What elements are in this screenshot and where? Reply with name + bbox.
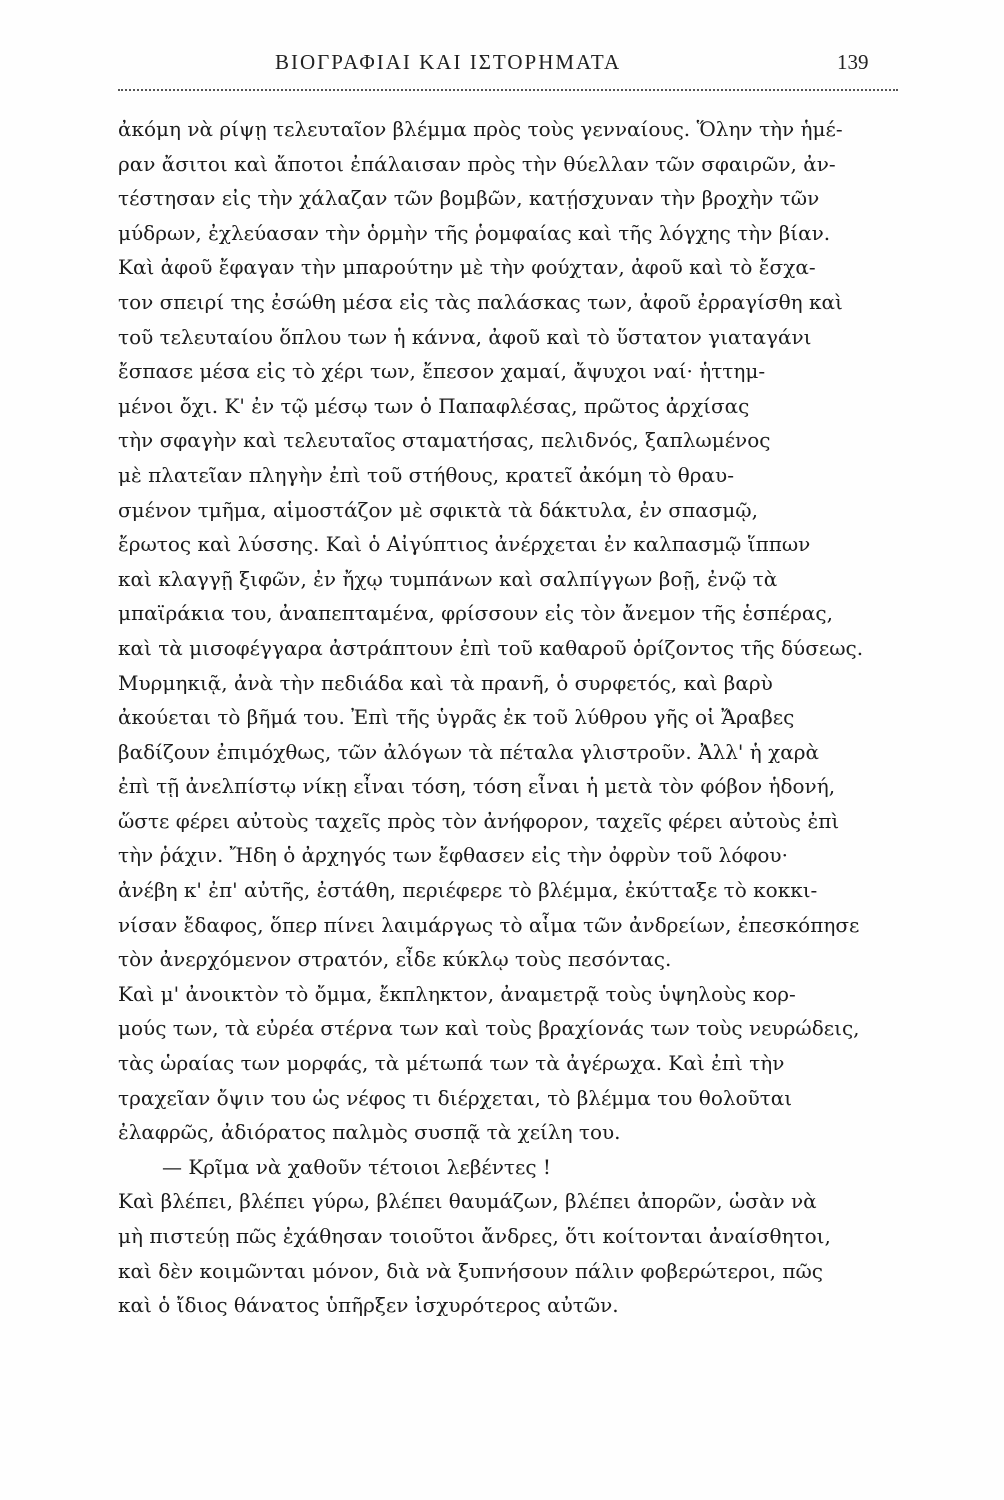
text-line: τέστησαν εἰς τὴν χάλαζαν τῶν βομβῶν, κατῄσχυναν τὴν βροχὴν τῶν	[118, 186, 820, 211]
dialogue-line: — Κρῖμα νὰ χαθοῦν τέτοιοι λεβέντες !	[162, 1154, 551, 1179]
text-line: ἐλαφρῶς, ἀδιόρατος παλμὸς συσπᾷ τὰ χείλη του.	[118, 1120, 621, 1145]
text-line: μούς των, τὰ εὐρέα στέρνα των καὶ τοὺς βραχίονάς των τοὺς νευρώδεις,	[118, 1016, 860, 1041]
page-number: 139	[837, 50, 869, 74]
text-line: μὲ πλατεῖαν πληγὴν ἐπὶ τοῦ στήθους, κρατεῖ ἀκόμη τὸ θραυ-	[118, 462, 734, 487]
text-line: Καὶ ἀφοῦ ἔφαγαν τὴν μπαρούτην μὲ τὴν φούχταν, ἀφοῦ καὶ τὸ ἔσχα-	[118, 255, 816, 280]
header-rule	[118, 89, 898, 91]
text-line: νίσαν ἔδαφος, ὅπερ πίνει λαιμάργως τὸ αἷμα τῶν ἀνδρείων, ἐπεσκόπησε	[118, 912, 860, 937]
text-line: τὴν σφαγὴν καὶ τελευταῖος σταματήσας, πελιδνός, ξαπλωμένος	[118, 428, 771, 453]
text-line: μὴ πιστεύῃ πῶς ἐχάθησαν τοιοῦτοι ἄνδρες, ὅτι κοίτονται ἀναίσθητοι,	[118, 1224, 831, 1248]
text-line: βαδίζουν ἐπιμόχθως, τῶν ἀλόγων τὰ πέταλα γλιστροῦν. Ἀλλ' ἡ χαρὰ	[118, 739, 819, 764]
text-line: καὶ ὁ ἴδιος θάνατος ὑπῆρξεν ἰσχυρότερος αὐτῶν.	[118, 1293, 619, 1318]
text-line: καὶ κλαγγῇ ξιφῶν, ἐν ἤχῳ τυμπάνων καὶ σαλπίγγων βοῇ, ἐνῷ τὰ	[118, 566, 778, 591]
text-line: μπαϊράκια του, ἀναπεπταμένα, φρίσσουν εἰς τὸν ἄνεμον τῆς ἑσπέρας,	[118, 601, 833, 626]
text-line: ἀνέβη κ' ἐπ' αὐτῆς, ἐστάθη, περιέφερε τὸ βλέμμα, ἐκύτταξε τὸ κοκκι-	[118, 878, 818, 903]
text-line: ραν ἄσιτοι καὶ ἄποτοι ἐπάλαισαν πρὸς τὴν θύελλαν τῶν σφαιρῶν, ἀν-	[118, 151, 836, 176]
text-line: ἐπὶ τῇ ἀνελπίστῳ νίκῃ εἶναι τόση, τόση εἶναι ἡ μετὰ τὸν φόβον ἡδονή,	[118, 774, 836, 799]
running-title: ΒΙΟΓΡΑΦΙΑΙ ΚΑΙ ΙΣΤΟΡΗΜΑΤΑ	[275, 50, 622, 74]
text-line: τοῦ τελευταίου ὅπλου των ἡ κάννα, ἀφοῦ καὶ τὸ ὕστατον γιαταγάνι	[118, 324, 812, 349]
text-line: τον σπειρί της ἐσώθη μέσα εἰς τὰς παλάσκας των, ἀφοῦ ἐρραγίσθη καὶ	[118, 289, 843, 314]
text-line: ἔσπασε μέσα εἰς τὸ χέρι των, ἔπεσον χαμαί, ἄψυχοι ναί· ἡττημ-	[118, 359, 766, 384]
body-text	[118, 112, 910, 1323]
text-line: Καὶ βλέπει, βλέπει γύρω, βλέπει θαυμάζων, βλέπει ἀπορῶν, ὡσὰν νὰ	[118, 1189, 817, 1214]
text-line: ἀκόμη νὰ ρίψῃ τελευταῖον βλέμμα πρὸς τοὺς γενναίους. Ὅλην τὴν ἡμέ-	[118, 117, 843, 141]
text-line: σμένον τμῆμα, αἱμοστάζον μὲ σφικτὰ τὰ δάκτυλα, ἐν σπασμῷ,	[118, 497, 758, 522]
text-line: τὰς ὡραίας των μορφάς, τὰ μέτωπά των τὰ ἀγέρωχα. Καὶ ἐπὶ τὴν	[118, 1051, 785, 1076]
text-line: ὥστε φέρει αὐτοὺς ταχεῖς πρὸς τὸν ἀνήφορον, ταχεῖς φέρει αὐτοὺς ἐπὶ	[118, 808, 840, 833]
text-line: τραχεῖαν ὄψιν του ὡς νέφος τι διέρχεται, τὸ βλέμμα του θολοῦται	[118, 1085, 793, 1110]
text-line: καὶ δὲν κοιμῶνται μόνον, διὰ νὰ ξυπνήσουν πάλιν φοβερώτεροι, πῶς	[118, 1258, 823, 1283]
text-line: καὶ τὰ μισοφέγγαρα ἀστράπτουν ἐπὶ τοῦ καθαροῦ ὁρίζοντος τῆς δύσεως.	[118, 635, 864, 660]
text-line: ἔρωτος καὶ λύσσης. Καὶ ὁ Αἰγύπτιος ἀνέρχεται ἐν καλπασμῷ ἵππων	[118, 532, 811, 557]
text-line: τὸν ἀνερχόμενον στρατόν, εἶδε κύκλῳ τοὺς πεσόντας.	[118, 947, 672, 972]
text-line: μένοι ὄχι. Κ' ἐν τῷ μέσῳ των ὁ Παπαφλέσας, πρῶτος ἀρχίσας	[118, 393, 750, 418]
text-line: ἀκούεται τὸ βῆμά του. Ἐπὶ τῆς ὑγρᾶς ἐκ τοῦ λύθρου γῆς οἱ Ἄραβες	[118, 705, 795, 730]
text-line: Καὶ μ' ἀνοικτὸν τὸ ὄμμα, ἔκπληκτον, ἀναμετρᾷ τοὺς ὑψηλοὺς κορ-	[118, 981, 796, 1006]
text-line: μύδρων, ἐχλεύασαν τὴν ὁρμὴν τῆς ῥομφαίας καὶ τῆς λόγχης τὴν βίαν.	[118, 220, 831, 245]
text-line: τὴν ῥάχιν. Ἤδη ὁ ἀρχηγός των ἔφθασεν εἰς τὴν ὀφρὺν τοῦ λόφου·	[118, 843, 788, 868]
text-line: Μυρμηκιᾷ, ἀνὰ τὴν πεδιάδα καὶ τὰ πρανῆ, ὁ συρφετός, καὶ βαρὺ	[118, 670, 773, 695]
